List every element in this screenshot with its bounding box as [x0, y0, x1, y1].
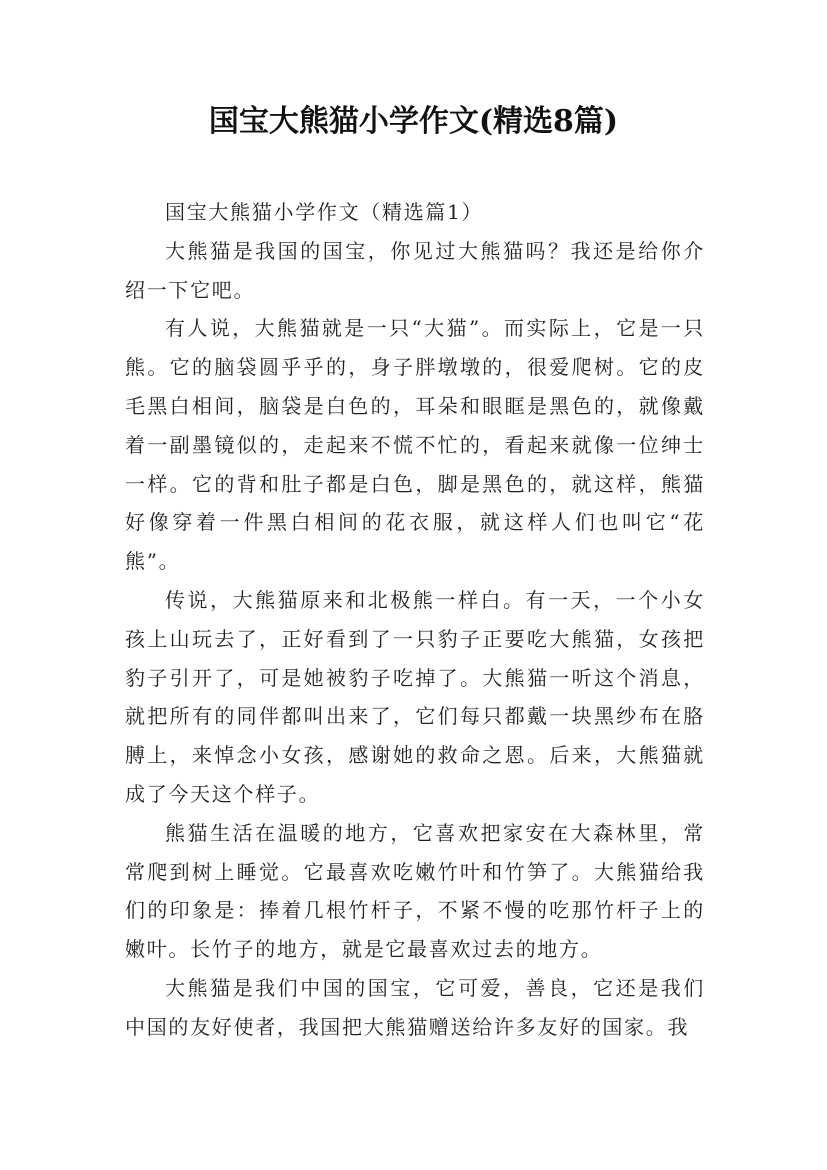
- article-body: [125, 193, 705, 1047]
- paragraph-4: 熊猫生活在温暖的地方，它喜欢把家安在大森林里，常常爬到树上睡觉。它最喜欢吃嫩竹叶和竹笋了。大熊猫给我们的印象是：捧着几根竹杆子，不紧不慢的吃那竹杆子上的嫩叶。长竹子的地方，就是它最喜欢过去的地方。: [125, 820, 705, 962]
- paragraph-5: 大熊猫是我们中国的国宝，它可爱，善良，它还是我们中国的友好使者，我国把大熊猫赠送给许多友好的国家。我: [125, 975, 705, 1039]
- paragraph-3: 传说，大熊猫原来和北极熊一样白。有一天，一个小女孩上山玩去了，正好看到了一只豹子正要吃大熊猫，女孩把豹子引开了，可是她被豹子吃掉了。大熊猫一听这个消息，就把所有的同伴都叫出来了，它们每只都戴一块黑纱布在胳膊上，来悼念小女孩，感谢她的救命之恩。后来，大熊猫就成了今天这个样子。: [125, 587, 705, 806]
- paragraph-1: 大熊猫是我国的国宝，你见过大熊猫吗？我还是给你介绍一下它吧。: [125, 238, 705, 302]
- section-subheading: 国宝大熊猫小学作文（精选篇1）: [165, 200, 484, 224]
- page-title: 国宝大熊猫小学作文(精选8篇): [208, 104, 619, 139]
- paragraph-2: 有人说，大熊猫就是一只“大猫”。而实际上，它是一只熊。它的脑袋圆乎乎的，身子胖墩墩的，很爱爬树。它的皮毛黑白相间，脑袋是白色的，耳朵和眼眶是黑色的，就像戴着一副墨镜似的，走起来不慌不忙的，看起来就像一位绅士一样。它的背和肚子都是白色，脚是黑色的，就这样，熊猫好像穿着一件黑白相间的花衣服，就这样人们也叫它“花熊”。: [125, 316, 705, 574]
